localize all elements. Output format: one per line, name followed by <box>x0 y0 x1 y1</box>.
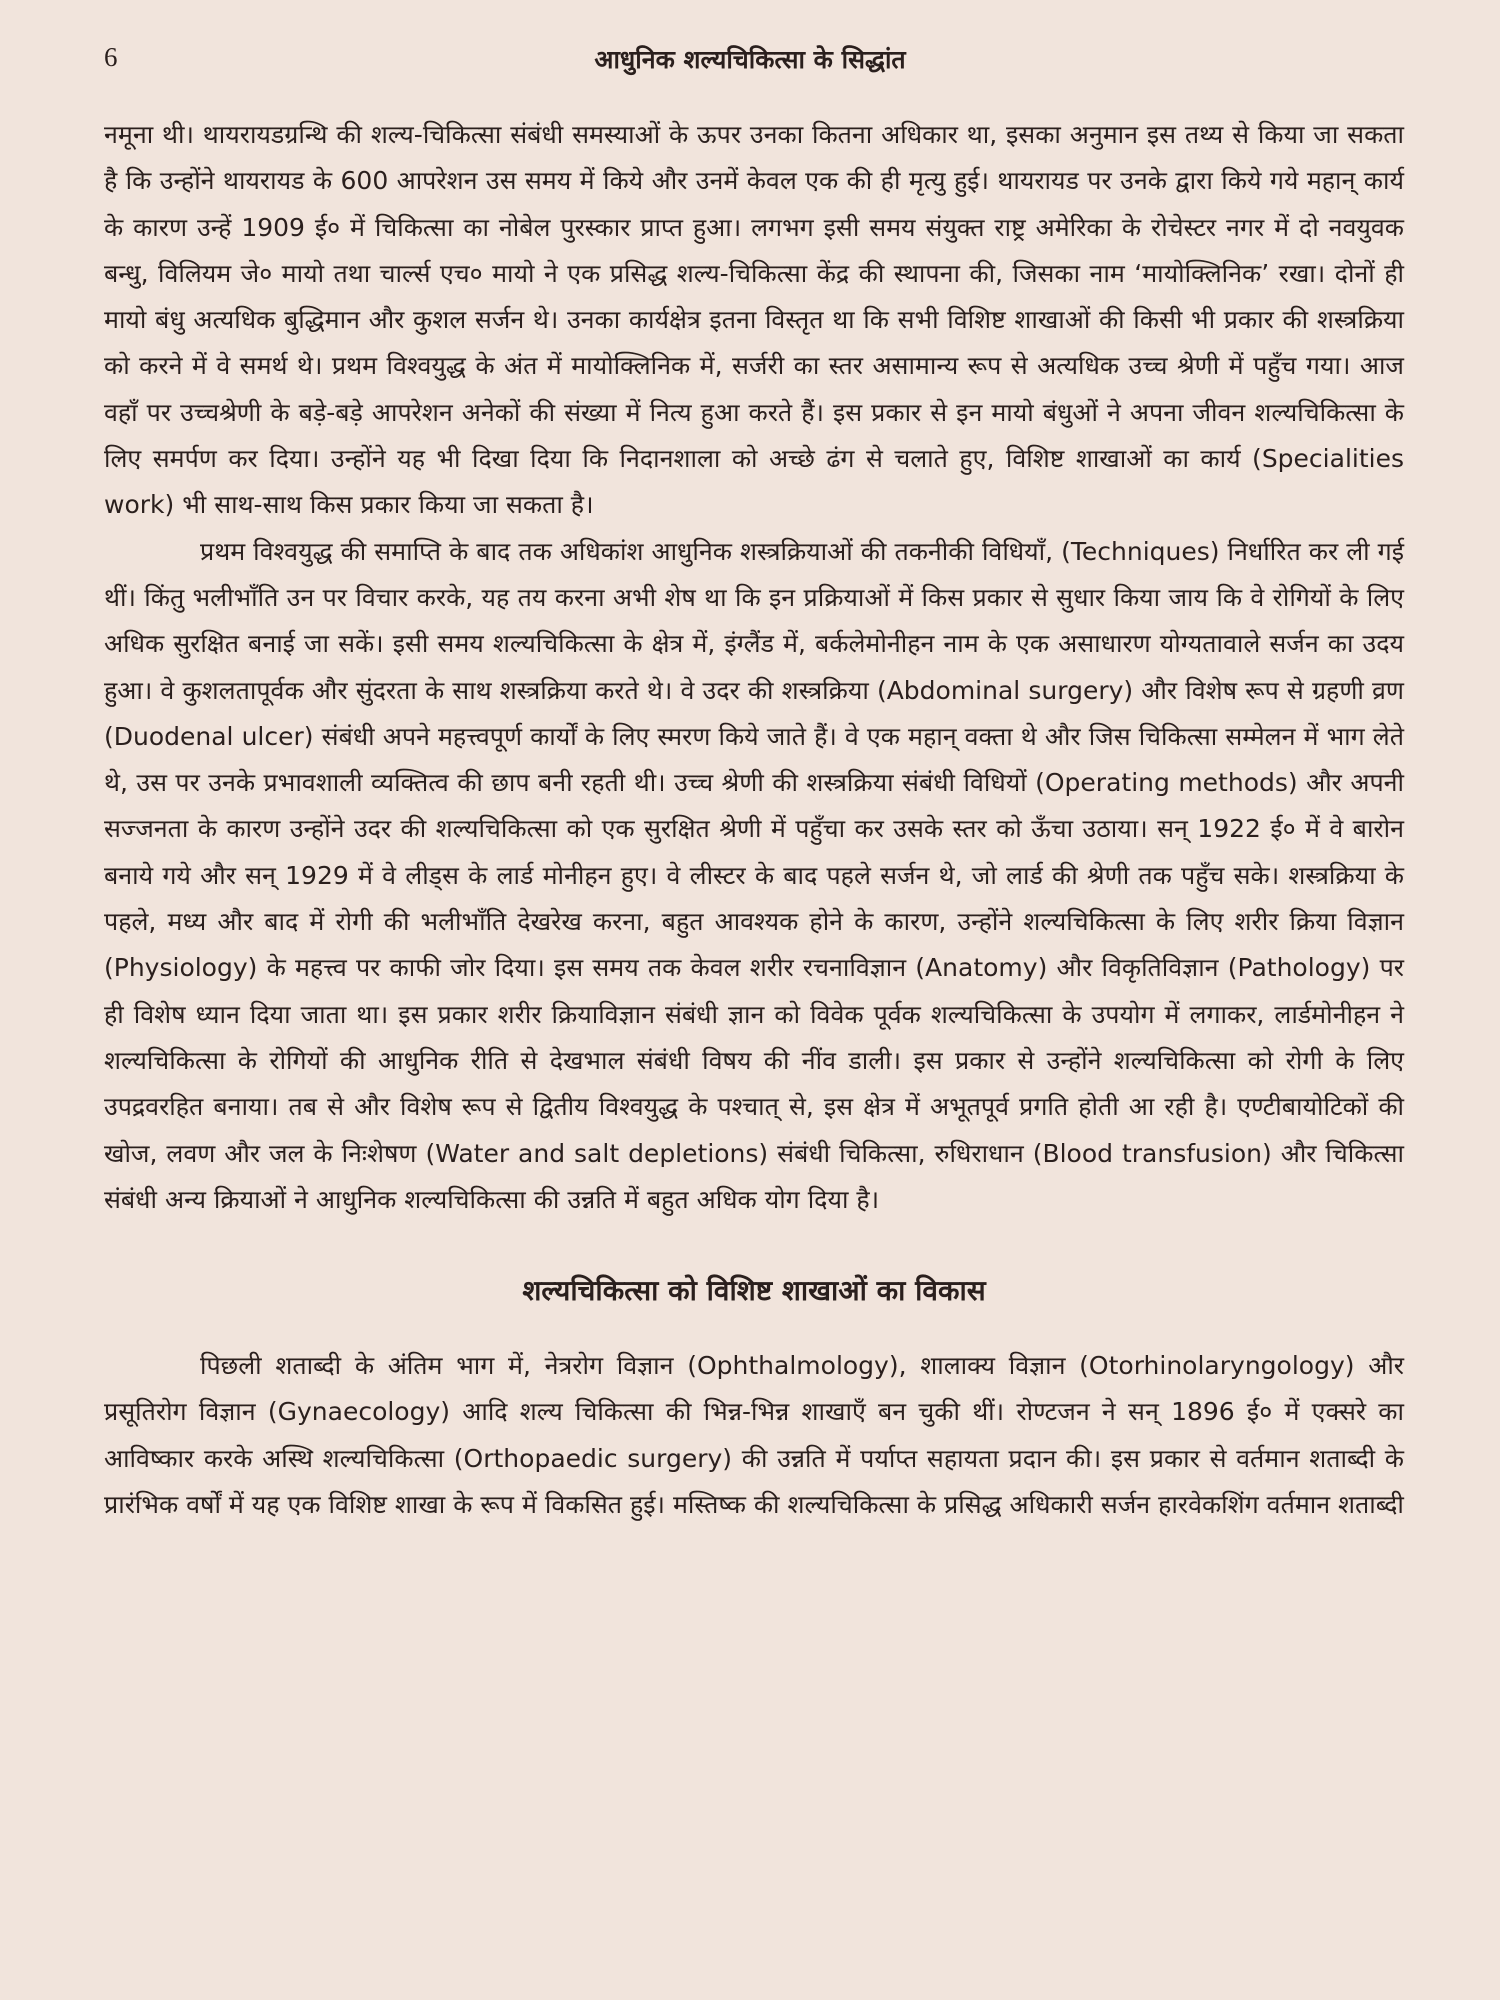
section-paragraph: पिछली शताब्दी के अंतिम भाग में, नेत्ररोग विज्ञान (Ophthalmology), शालाक्य विज्ञान (Otorhinolaryngology) और प्रसूतिरोग विज्ञान (Gynaecology) आदि शल्य चिकित्सा की भिन्न-भिन्न शाखाएँ बन चुकी थीं। रोण्टजन ने सन् 1896 ई० में एक्सरे का आविष्कार करके अस्थि शल्यचिकित्सा (Orthopaedic surgery) की उन्नति में पर्याप्त सहायता प्रदान की। इस प्रकार से वर्तमान शताब्दी के प्रारंभिक वर्षों में यह एक विशिष्ट शाखा के रूप में विकसित हुई। मस्तिष्क की शल्यचिकित्सा के प्रसिद्ध अधिकारी सर्जन हारवेकशिंग वर्तमान शताब्दी <box>104 1351 1404 1520</box>
running-title: आधुनिक शल्यचिकित्सा के सिद्धांत <box>594 45 906 74</box>
page-number: 6 <box>104 42 118 72</box>
page-header <box>104 42 1396 82</box>
body-text <box>104 112 1404 1528</box>
section-heading: शल्यचिकित्सा को विशिष्ट शाखाओं का विकास <box>522 1274 986 1308</box>
paragraph-1: नमूना थी। थायरायडग्रन्थि की शल्य-चिकित्सा संबंधी समस्याओं के ऊपर उनका कितना अधिकार था, इसका अनुमान इस तथ्य से किया जा सकता है कि उन्होंने थायरायड के 600 आपरेशन उस समय में किये और उनमें केवल एक की ही मृत्यु हुई। थायरायड पर उनके द्वारा किये गये महान् कार्य के कारण उन्हें 1909 ई० में चिकित्सा का नोबेल पुरस्कार प्राप्त हुआ। लगभग इसी समय संयुक्त राष्ट्र अमेरिका के रोचेस्टर नगर में दो नवयुवक बन्धु, विलियम जे० मायो तथा चार्ल्स एच० मायो ने एक प्रसिद्ध शल्य-चिकित्सा केंद्र की स्थापना की, जिसका नाम ‘मायोक्लिनिक’ रखा। दोनों ही मायो बंधु अत्यधिक बुद्धिमान और कुशल सर्जन थे। उनका कार्यक्षेत्र इतना विस्तृत था कि सभी विशिष्ट शाखाओं की किसी भी प्रकार की शस्त्रक्रिया को करने में वे समर्थ थे। प्रथम विश्वयुद्ध के अंत में मायोक्लिनिक में, सर्जरी का स्तर असामान्य रूप से अत्यधिक उच्च श्रेणी में पहुँच गया। आज वहाँ पर उच्चश्रेणी के बड़े-बड़े आपरेशन अनेकों की संख्या में नित्य हुआ करते हैं। इस प्रकार से इन मायो बंधुओं ने अपना जीवन शल्यचिकित्सा के लिए समर्पण कर दिया। उन्होंने यह भी दिखा दिया कि निदानशाला को अच्छे ढंग से चलाते हुए, विशिष्ट शाखाओं का कार्य (Specialities work) भी साथ-साथ किस प्रकार किया जा सकता है। <box>104 120 1404 520</box>
paragraph-2: प्रथम विश्वयुद्ध की समाप्ति के बाद तक अधिकांश आधुनिक शस्त्रक्रियाओं की तकनीकी विधियाँ, (Techniques) निर्धारित कर ली गई थीं। किंतु भलीभाँति उन पर विचार करके, यह तय करना अभी शेष था कि इन प्रक्रियाओं में किस प्रकार से सुधार किया जाय कि वे रोगियों के लिए अधिक सुरक्षित बनाई जा सकें। इसी समय शल्यचिकित्सा के क्षेत्र में, इंग्लैंड में, बर्कलेमोनीहन नाम के एक असाधारण योग्यतावाले सर्जन का उदय हुआ। वे कुशलतापूर्वक और सुंदरता के साथ शस्त्रक्रिया करते थे। वे उदर की शस्त्रक्रिया (Abdominal surgery) और विशेष रूप से ग्रहणी व्रण (Duodenal ulcer) संबंधी अपने महत्त्वपूर्ण कार्यों के लिए स्मरण किये जाते हैं। वे एक महान् वक्ता थे और जिस चिकित्सा सम्मेलन में भाग लेते थे, उस पर उनके प्रभावशाली व्यक्तित्व की छाप बनी रहती थी। उच्च श्रेणी की शस्त्रक्रिया संबंधी विधियों (Operating methods) और अपनी सज्जनता के कारण उन्होंने उदर की शल्यचिकित्सा को एक सुरक्षित श्रेणी में पहुँचा कर उसके स्तर को ऊँचा उठाया। सन् 1922 ई० में वे बारोन बनाये गये और सन् 1929 में वे लीड्स के लार्ड मोनीहन हुए। वे लीस्टर के बाद पहले सर्जन थे, जो लार्ड की श्रेणी तक पहुँच सके। शस्त्रक्रिया के पहले, मध्य और बाद में रोगी की भलीभाँति देखरेख करना, बहुत आवश्यक होने के कारण, उन्होंने शल्यचिकित्सा के लिए शरीर क्रिया विज्ञान (Physiology) के महत्त्व पर काफी जोर दिया। इस समय तक केवल शरीर रचनाविज्ञान (Anatomy) और विकृतिविज्ञान (Pathology) पर ही विशेष ध्यान दिया जाता था। इस प्रकार शरीर क्रियाविज्ञान संबंधी ज्ञान को विवेक पूर्वक शल्यचिकित्सा के उपयोग में लगाकर, लार्डमोनीहन ने शल्यचिकित्सा के रोगियों की आधुनिक रीति से देखभाल संबंधी विषय की नींव डाली। इस प्रकार से उन्होंने शल्यचिकित्सा को रोगी के लिए उपद्रवरहित बनाया। तब से और विशेष रूप से द्वितीय विश्वयुद्ध के पश्चात् से, इस क्षेत्र में अभूतपूर्व प्रगति होती आ रही है। एण्टीबायोटिकों की खोज, लवण और जल के निःशेषण (Water and salt depletions) संबंधी चिकित्सा, रुधिराधान (Blood transfusion) और चिकित्सा संबंधी अन्य क्रियाओं ने आधुनिक शल्यचिकित्सा की उन्नति में बहुत अधिक योग दिया है। <box>104 536 1404 1214</box>
